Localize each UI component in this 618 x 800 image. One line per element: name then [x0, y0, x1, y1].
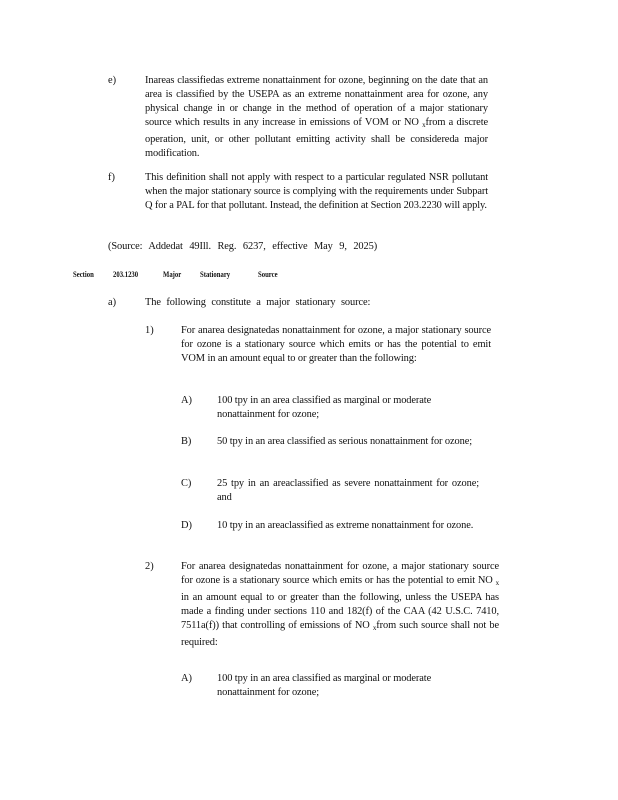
item-a1-D-text: 10 tpy in an areaclassified as extreme nonattainment for ozone.	[217, 520, 474, 531]
item-e-label: e)	[108, 75, 117, 86]
item-a1-label: 1)	[145, 325, 154, 336]
section-number: 203.1230	[113, 269, 139, 279]
source-note: (Source: Addedat 49Ill. Reg. 6237, effective May 9, 2025)	[108, 241, 378, 252]
subscript-x: x	[372, 623, 377, 632]
section-title-word-2: Stationary	[200, 269, 231, 279]
section-title-word-1: Major	[163, 269, 182, 279]
item-a1-A-label: A)	[181, 395, 192, 406]
item-a-text: The following constitute a major stationary source:	[145, 297, 371, 308]
item-a2-text-part1: For anarea designatedas nonattainment for ozone, a major stationary source for ozone is a stationary source which emits or has the potential to emit NO	[181, 561, 499, 586]
section-word: Section	[73, 269, 94, 279]
item-a2-text	[181, 560, 499, 649]
item-a2-A-text: 100 tpy in an area classified as marginal or moderate nonattainment for ozone;	[217, 673, 432, 698]
subscript-x: x	[495, 578, 499, 587]
item-a2-text-part2: in an amount equal to or greater than the following, unless the USEPA has made a finding under sections 110 and 182(f) of the CAA (42 U.S.C. 7410, 7511a(f)) that controlling of emissions of NO	[181, 591, 499, 631]
item-a1-B-text: 50 tpy in an area classified as serious nonattainment for ozone;	[217, 436, 473, 447]
item-a1-D-label: D)	[181, 520, 192, 531]
item-a2-text-part3: from such source shall not be required:	[181, 619, 499, 648]
item-f-label: f)	[108, 172, 115, 183]
item-e-text	[145, 74, 488, 160]
section-title-word-3: Source	[258, 269, 278, 279]
subscript-x: x	[422, 120, 426, 129]
item-f-text: This definition shall not apply with respect to a particular regulated NSR pollutant when the major stationary source is complying with the requirements under Subpart Q for a PAL for that pollutant. Instead, the definition at Section 203.2230 will apply.	[145, 172, 488, 211]
item-a-label: a)	[108, 297, 117, 308]
item-a2-label: 2)	[145, 561, 154, 572]
item-e-text-part2: from a discrete operation, unit, or other pollutant emitting activity shall be considereda major modification.	[145, 116, 488, 159]
item-a1-C-text: 25 tpy in an areaclassified as severe nonattainment for ozone; and	[217, 478, 479, 503]
item-a1-A-text: 100 tpy in an area classified as marginal or moderate nonattainment for ozone;	[217, 395, 432, 420]
item-a1-B-label: B)	[181, 436, 192, 447]
item-a1-text: For anarea designatedas nonattainment for ozone, a major stationary source for ozone is a stationary source which emits or has the potential to emit VOM in an amount equal to or greater than the following:	[181, 325, 491, 364]
item-e-text-part1: Inareas classifiedas extreme nonattainment for ozone, beginning on the date that an area is classified by the USEPA as an extreme nonattainment area for ozone, any physical change in or change in the method of operation of a major stationary source which results in any increase in emissions of VOM or NO	[145, 75, 488, 128]
item-a2-A-label: A)	[181, 673, 192, 684]
item-a1-C-label: C)	[181, 478, 192, 489]
